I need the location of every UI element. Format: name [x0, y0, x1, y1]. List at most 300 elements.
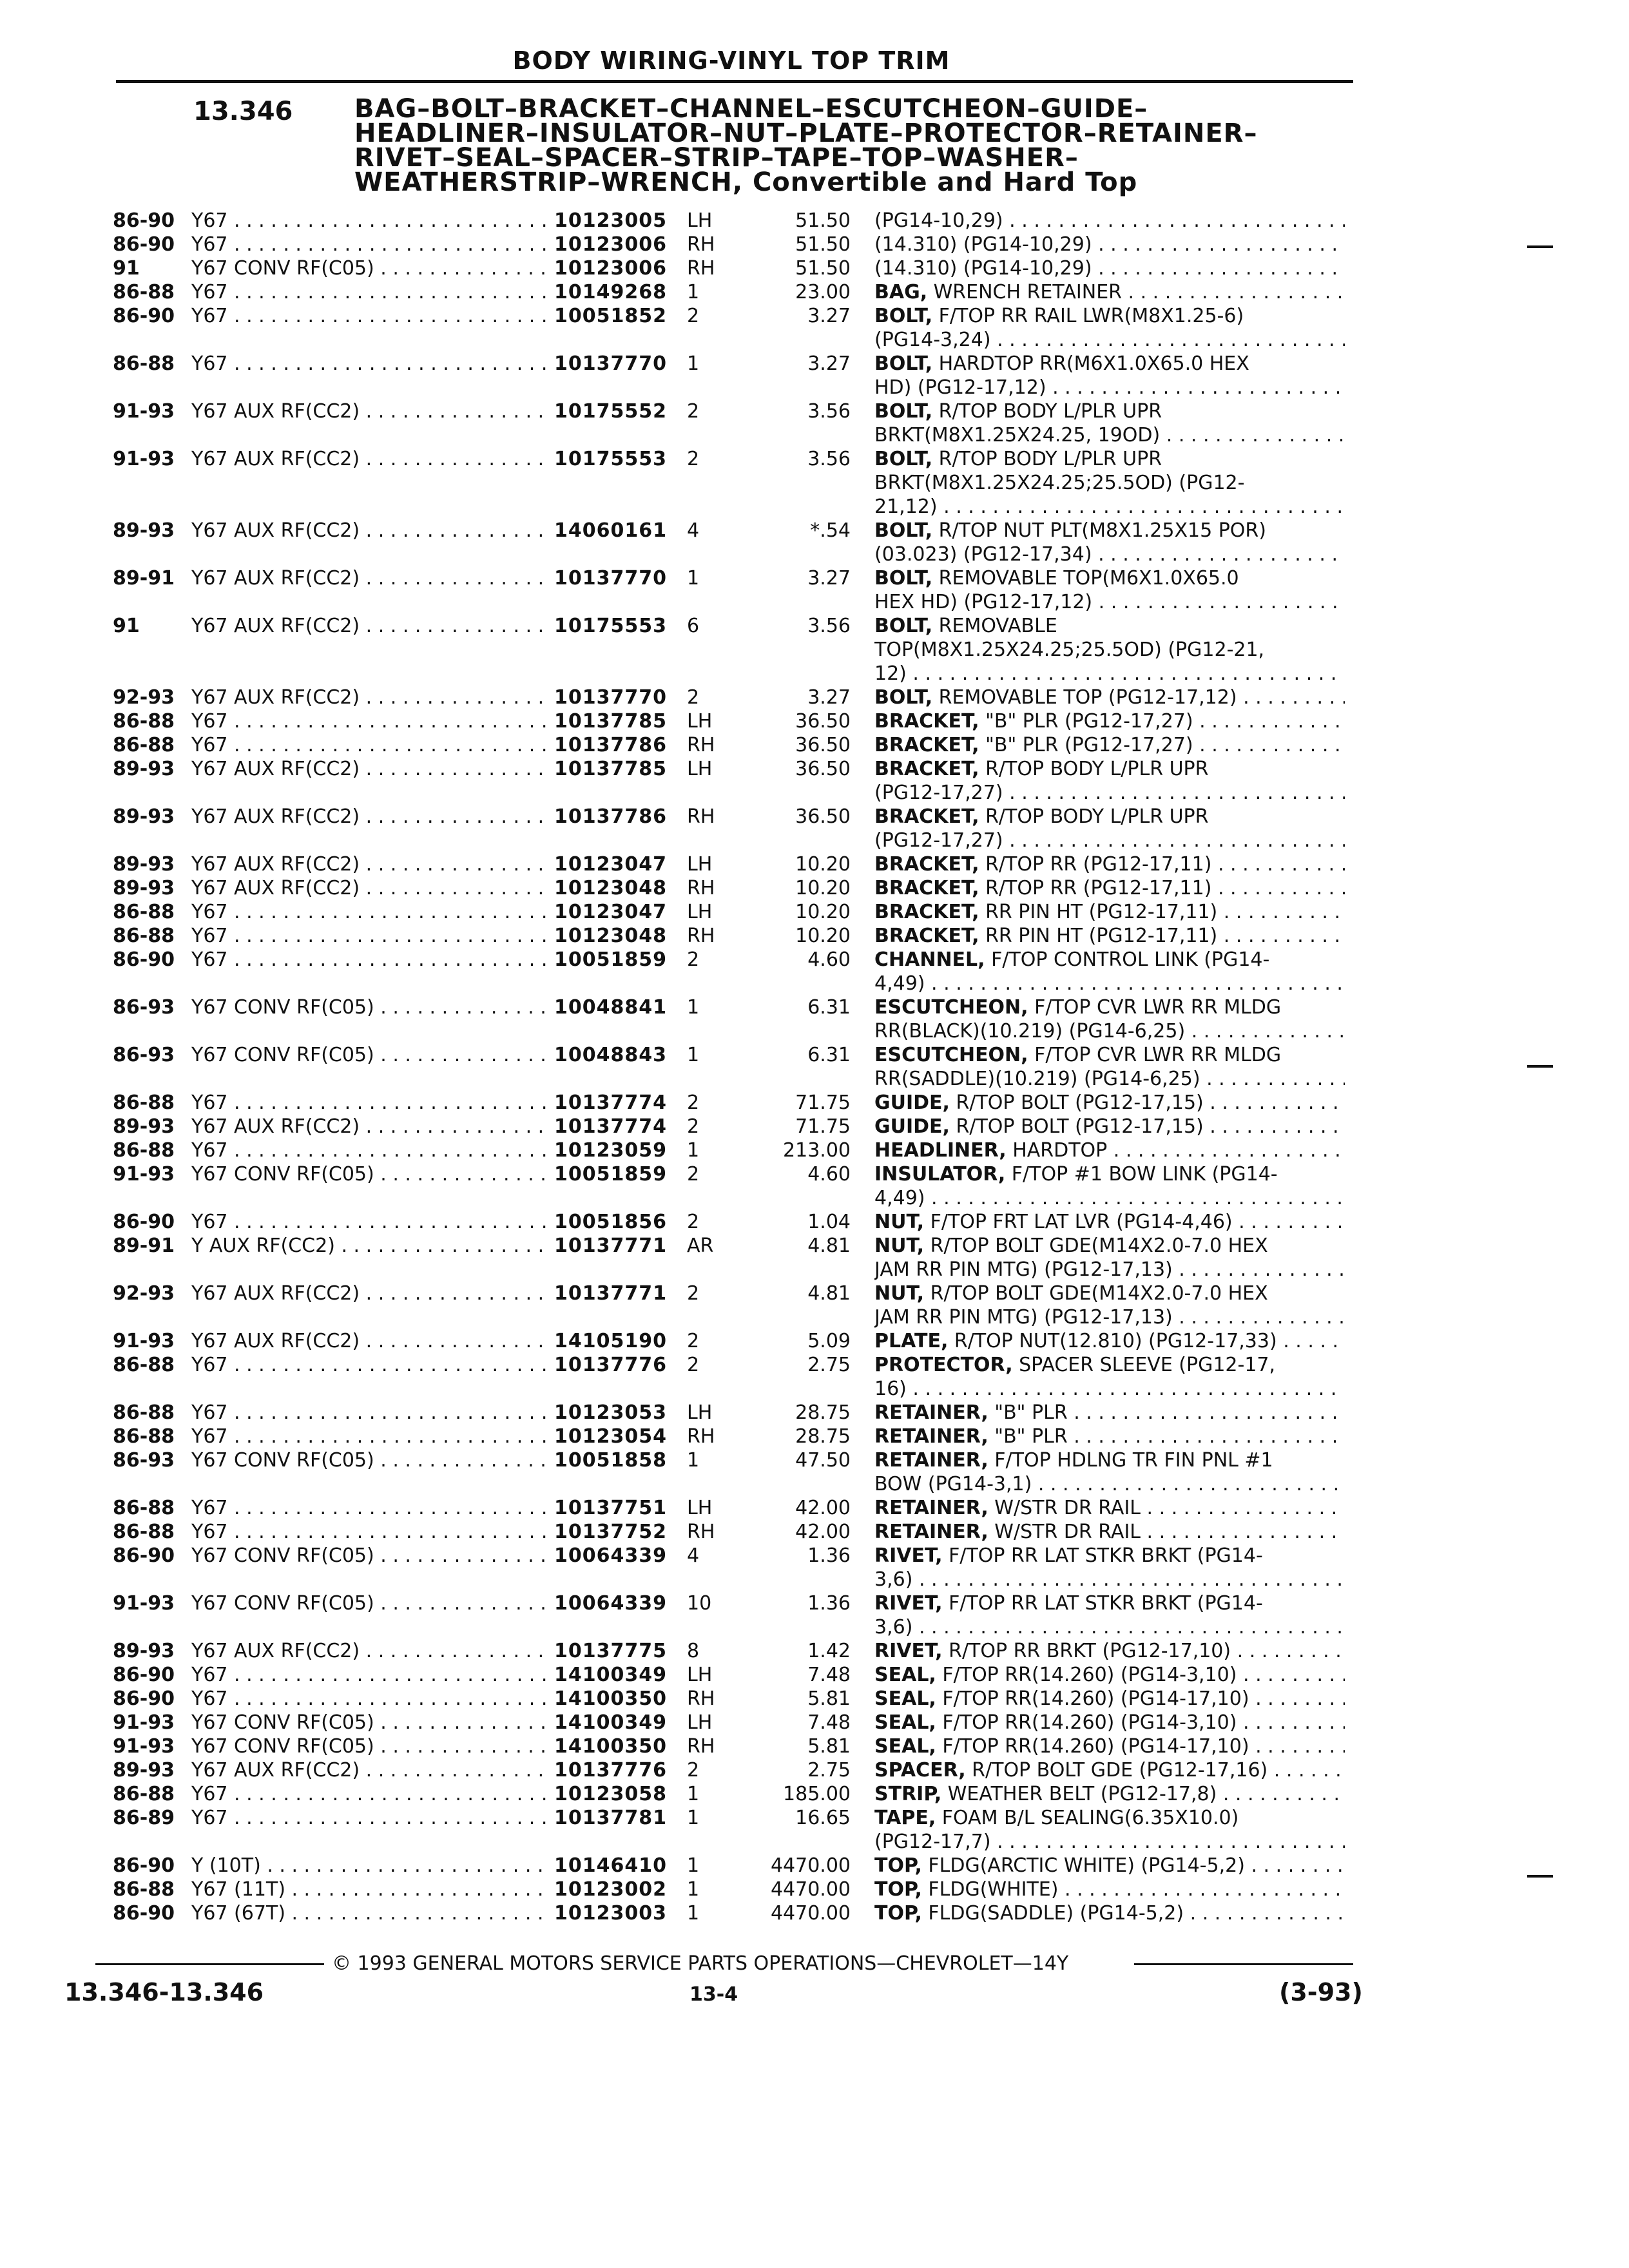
model-code: Y67 . . .: [191, 352, 549, 376]
parts-row: [0, 1735, 1629, 1758]
description-line: [874, 304, 1345, 328]
description-line: [874, 1758, 1345, 1782]
description-line: [874, 805, 1345, 829]
model-code: Y67 CONV RF(C05) . . .: [191, 1544, 549, 1568]
model-code: Y67 . . .: [191, 948, 549, 972]
model-years: 91-93: [113, 1735, 175, 1758]
quantity: 2: [687, 1354, 700, 1376]
model-code: Y67 AUX RF(CC2) . . .: [191, 566, 549, 590]
description-line: [874, 399, 1345, 423]
price: 16.65: [795, 1807, 851, 1829]
quantity: AR: [687, 1235, 714, 1257]
price: 10.20: [795, 877, 851, 899]
part-description: [874, 1782, 1345, 1806]
part-number: 10123005: [554, 209, 667, 232]
model-code: Y67 AUX RF(CC2) . . .: [191, 805, 549, 829]
quantity: 4: [687, 1544, 700, 1567]
description-line: [874, 1901, 1345, 1925]
model-years: 91-93: [113, 1330, 175, 1352]
description-line: [874, 1687, 1345, 1711]
part-number: 10137770: [554, 686, 667, 709]
model-code: Y67 AUX RF(CC2) . . .: [191, 1639, 549, 1663]
price: 1.42: [807, 1640, 851, 1662]
part-description: [874, 209, 1345, 233]
quantity: RH: [687, 805, 715, 828]
part-name: BRACKET,: [874, 805, 979, 828]
part-number: 10123059: [554, 1139, 667, 1162]
part-description: [874, 805, 1345, 852]
footer-section-range: 13.346-13.346: [64, 1978, 264, 2006]
model-years: 89-91: [113, 567, 175, 590]
part-number: 10123047: [554, 901, 667, 923]
description-line: [874, 709, 1345, 733]
part-description: [874, 1448, 1345, 1496]
part-number: 10123048: [554, 925, 667, 947]
parts-row: [0, 900, 1629, 924]
description-line: [874, 876, 1345, 900]
model-years: 91: [113, 615, 140, 637]
part-description: [874, 852, 1345, 876]
footer-page-number: 13-4: [689, 1983, 738, 2006]
price: 5.09: [807, 1330, 851, 1352]
model-code: Y67 . . .: [191, 1425, 549, 1448]
description-line: [874, 1043, 1345, 1067]
quantity: RH: [687, 1521, 715, 1543]
part-detail: HD) (PG12-17,12): [874, 376, 1046, 399]
model-years: 86-90: [113, 209, 175, 232]
part-description: [874, 304, 1345, 352]
model-code: Y67 CONV RF(C05) . . .: [191, 1448, 549, 1472]
part-detail: R/TOP NUT(12.810) (PG12-17,33): [948, 1330, 1277, 1352]
model-years: 91-93: [113, 1711, 175, 1734]
model-years: 86-88: [113, 710, 175, 733]
model-code: Y67 AUX RF(CC2) . . .: [191, 876, 549, 900]
model-code: Y67 . . .: [191, 1782, 549, 1806]
part-number: 10137786: [554, 734, 667, 756]
model-code: Y67 AUX RF(CC2) . . .: [191, 1758, 549, 1782]
part-number: 10123058: [554, 1783, 667, 1805]
quantity: LH: [687, 1664, 713, 1686]
parts-row: [0, 1878, 1629, 1901]
model-code: Y67 . . .: [191, 1353, 549, 1377]
part-detail: WEATHER BELT (PG12-17,8): [941, 1783, 1217, 1805]
part-detail: F/TOP RR(14.260) (PG14-3,10): [936, 1664, 1237, 1686]
part-number: 10137774: [554, 1091, 667, 1114]
price: 36.50: [795, 758, 851, 780]
price: 7.48: [807, 1664, 851, 1686]
description-line: [874, 1615, 1345, 1639]
parts-row: [0, 614, 1629, 686]
description-line: [874, 447, 1345, 471]
part-number: 14100349: [554, 1711, 667, 1734]
model-years: 86-88: [113, 1354, 175, 1376]
part-description: [874, 733, 1345, 757]
description-line: [874, 1329, 1345, 1353]
part-detail: F/TOP #1 BOW LINK (PG14-: [1005, 1163, 1278, 1186]
price: *.54: [810, 519, 851, 542]
part-description: [874, 1043, 1345, 1091]
price: 42.00: [795, 1521, 851, 1543]
part-name: RIVET,: [874, 1544, 943, 1567]
part-detail: F/TOP FRT LAT LVR (PG14-4,46): [924, 1211, 1233, 1233]
quantity: 2: [687, 1211, 700, 1233]
parts-row: [0, 1520, 1629, 1544]
model-years: 86-90: [113, 1854, 175, 1877]
model-code: Y67 . . .: [191, 1520, 549, 1544]
parts-row: [0, 399, 1629, 447]
part-description: [874, 256, 1345, 280]
part-detail: SPACER SLEEVE (PG12-17,: [1012, 1354, 1276, 1376]
part-detail: WRENCH RETAINER: [927, 281, 1122, 303]
margin-tick-mark: [1527, 1065, 1553, 1068]
description-line: [874, 209, 1345, 233]
part-description: [874, 1663, 1345, 1687]
part-detail: R/TOP BOLT GDE(M14X2.0-7.0 HEX: [924, 1282, 1268, 1305]
description-line: [874, 1663, 1345, 1687]
footer-rule-right: [1134, 1963, 1353, 1965]
parts-row: [0, 1711, 1629, 1735]
description-line: [874, 1568, 1345, 1591]
description-line: [874, 924, 1345, 948]
part-name: BOLT,: [874, 352, 933, 375]
parts-row: [0, 1663, 1629, 1687]
quantity: 6: [687, 615, 700, 637]
parts-row: [0, 948, 1629, 995]
part-detail: REMOVABLE TOP (PG12-17,12): [932, 686, 1237, 709]
price: 3.27: [807, 686, 851, 709]
quantity: 2: [687, 686, 700, 709]
part-detail: FLDG(WHITE): [921, 1878, 1059, 1901]
parts-row: [0, 280, 1629, 304]
description-line: [874, 1282, 1345, 1305]
price: 6.31: [807, 996, 851, 1019]
description-line: [874, 519, 1345, 543]
price: 51.50: [795, 209, 851, 232]
part-detail: "B" PLR (PG12-17,27): [979, 734, 1193, 756]
section-description-line: HEADLINER–INSULATOR–NUT–PLATE–PROTECTOR–RETAINER–: [354, 119, 1258, 148]
part-number: 10137785: [554, 710, 667, 733]
model-years: 89-93: [113, 1759, 175, 1782]
parts-row: [0, 709, 1629, 733]
part-detail: R/TOP BODY L/PLR UPR: [932, 400, 1162, 423]
model-years: 86-88: [113, 1091, 175, 1114]
part-name: BAG,: [874, 281, 928, 303]
model-code: Y67 . . .: [191, 900, 549, 924]
part-detail: R/TOP RR (PG12-17,11): [979, 877, 1212, 899]
model-years: 89-93: [113, 1115, 175, 1138]
model-years: 89-93: [113, 853, 175, 876]
part-name: BOLT,: [874, 567, 933, 590]
price: 10.20: [795, 853, 851, 876]
model-years: 86-90: [113, 305, 175, 327]
model-years: 86-88: [113, 1783, 175, 1805]
model-code: Y67 AUX RF(CC2) . . .: [191, 519, 549, 543]
part-name: RETAINER,: [874, 1521, 988, 1543]
part-detail: "B" PLR: [988, 1401, 1068, 1424]
description-line: [874, 1210, 1345, 1234]
part-number: 10123003: [554, 1902, 667, 1925]
quantity: 2: [687, 1330, 700, 1352]
part-description: [874, 1735, 1345, 1758]
parts-row: [0, 1901, 1629, 1925]
description-line: [874, 638, 1345, 662]
part-name: RETAINER,: [874, 1425, 988, 1448]
description-line: [874, 590, 1345, 614]
part-description: [874, 566, 1345, 614]
parts-row: [0, 1210, 1629, 1234]
part-description: [874, 709, 1345, 733]
part-detail: BRKT(M8X1.25X24.25;25.5OD) (PG12-: [874, 472, 1245, 494]
part-detail: F/TOP CONTROL LINK (PG14-: [985, 948, 1270, 971]
part-description: [874, 1591, 1345, 1639]
part-name: SEAL,: [874, 1735, 936, 1758]
price: 4.81: [807, 1235, 851, 1257]
part-detail: (14.310) (PG14-10,29): [874, 257, 1092, 280]
model-years: 91-93: [113, 1592, 175, 1615]
quantity: 10: [687, 1592, 712, 1615]
model-years: 86-88: [113, 901, 175, 923]
price: 23.00: [795, 281, 851, 303]
part-number: 10123053: [554, 1401, 667, 1424]
quantity: RH: [687, 877, 715, 899]
part-description: [874, 1901, 1345, 1925]
price: 42.00: [795, 1497, 851, 1519]
model-code: Y67 . . .: [191, 1687, 549, 1711]
description-line: [874, 233, 1345, 256]
parts-row: [0, 1758, 1629, 1782]
part-number: 10048843: [554, 1044, 667, 1066]
part-name: NUT,: [874, 1235, 925, 1257]
part-detail: F/TOP RR(14.260) (PG14-3,10): [936, 1711, 1237, 1734]
part-description: [874, 876, 1345, 900]
price: 47.50: [795, 1449, 851, 1472]
description-line: [874, 1377, 1345, 1401]
part-detail: 12): [874, 662, 907, 685]
part-number: 10051859: [554, 1163, 667, 1186]
part-detail: W/STR DR RAIL: [988, 1497, 1141, 1519]
parts-row: [0, 1329, 1629, 1353]
part-number: 10175552: [554, 400, 667, 423]
part-detail: RR PIN HT (PG12-17,11): [979, 901, 1218, 923]
model-years: 86-90: [113, 1211, 175, 1233]
part-detail: 4,49): [874, 972, 925, 995]
part-detail: FOAM B/L SEALING(6.35X10.0): [936, 1807, 1239, 1829]
part-number: 10123047: [554, 853, 667, 876]
description-line: [874, 1806, 1345, 1830]
price: 28.75: [795, 1401, 851, 1424]
model-years: 86-88: [113, 734, 175, 756]
section-description-line: BAG–BOLT–BRACKET–CHANNEL–ESCUTCHEON–GUIDE–: [354, 94, 1148, 124]
model-code: Y67 CONV RF(C05) . . .: [191, 995, 549, 1019]
part-detail: JAM RR PIN MTG) (PG12-17,13): [874, 1258, 1173, 1281]
parts-row: [0, 1448, 1629, 1496]
parts-row: [0, 566, 1629, 614]
model-years: 86-93: [113, 1044, 175, 1066]
quantity: 1: [687, 1044, 700, 1066]
model-code: Y67 . . .: [191, 709, 549, 733]
description-line: [874, 1591, 1345, 1615]
model-code: Y67 . . .: [191, 1401, 549, 1425]
model-years: 86-88: [113, 1139, 175, 1162]
model-code: Y67 (11T) . . .: [191, 1878, 549, 1901]
model-years: 86-88: [113, 1878, 175, 1901]
model-code: Y67 . . .: [191, 233, 549, 256]
part-detail: R/TOP NUT PLT(M8X1.25X15 POR): [932, 519, 1266, 542]
parts-row: [0, 1115, 1629, 1139]
part-detail: F/TOP RR LAT STKR BRKT (PG14-: [942, 1544, 1263, 1567]
quantity: 2: [687, 948, 700, 971]
quantity: LH: [687, 853, 713, 876]
part-name: GUIDE,: [874, 1091, 950, 1114]
parts-row: [0, 1282, 1629, 1329]
part-name: RETAINER,: [874, 1401, 988, 1424]
quantity: RH: [687, 1735, 715, 1758]
model-code: Y67 AUX RF(CC2) . . .: [191, 399, 549, 423]
price: 51.50: [795, 233, 851, 256]
model-code: Y67 CONV RF(C05) . . .: [191, 1162, 549, 1186]
part-name: ESCUTCHEON,: [874, 996, 1028, 1019]
model-years: 89-93: [113, 519, 175, 542]
part-name: RIVET,: [874, 1592, 943, 1615]
model-code: Y67 AUX RF(CC2) . . .: [191, 757, 549, 781]
part-number: 10149268: [554, 281, 667, 303]
part-number: 10137751: [554, 1497, 667, 1519]
part-detail: F/TOP RR(14.260) (PG14-17,10): [936, 1687, 1249, 1710]
part-name: BRACKET,: [874, 877, 979, 899]
price: 3.56: [807, 615, 851, 637]
description-line: [874, 829, 1345, 852]
model-years: 86-88: [113, 1401, 175, 1424]
part-name: NUT,: [874, 1211, 925, 1233]
part-name: BOLT,: [874, 686, 933, 709]
model-code: Y67 AUX RF(CC2) . . .: [191, 852, 549, 876]
part-number: 10137770: [554, 567, 667, 590]
part-name: SEAL,: [874, 1664, 936, 1686]
parts-row: [0, 1043, 1629, 1091]
quantity: 4: [687, 519, 700, 542]
description-line: [874, 1234, 1345, 1258]
description-line: [874, 1496, 1345, 1520]
part-number: 10137774: [554, 1115, 667, 1138]
price: 4470.00: [770, 1854, 851, 1877]
part-number: 10137786: [554, 805, 667, 828]
part-name: RETAINER,: [874, 1449, 988, 1472]
part-name: BOLT,: [874, 400, 933, 423]
part-number: 10137771: [554, 1282, 667, 1305]
part-detail: F/TOP RR LAT STKR BRKT (PG14-: [942, 1592, 1263, 1615]
part-description: [874, 1878, 1345, 1901]
description-line: [874, 1830, 1345, 1854]
price: 71.75: [795, 1115, 851, 1138]
description-line: [874, 948, 1345, 972]
part-number: 10064339: [554, 1544, 667, 1567]
part-detail: REMOVABLE: [932, 615, 1057, 637]
part-detail: HARDTOP: [1006, 1139, 1108, 1162]
description-line: [874, 1139, 1345, 1162]
section-code: 13.346: [193, 97, 293, 126]
part-description: [874, 1425, 1345, 1448]
price: 4.60: [807, 948, 851, 971]
part-number: 10137776: [554, 1759, 667, 1782]
part-description: [874, 1282, 1345, 1329]
description-line: [874, 1735, 1345, 1758]
footer-copyright: © 1993 GENERAL MOTORS SERVICE PARTS OPERATIONS—CHEVROLET—14Y: [332, 1952, 1069, 1975]
model-years: 86-88: [113, 1425, 175, 1448]
quantity: 2: [687, 305, 700, 327]
quantity: LH: [687, 1401, 713, 1424]
part-description: [874, 1711, 1345, 1735]
parts-row: [0, 233, 1629, 256]
price: 2.75: [807, 1759, 851, 1782]
quantity: RH: [687, 233, 715, 256]
description-line: [874, 1854, 1345, 1878]
parts-row: [0, 876, 1629, 900]
parts-row: [0, 1591, 1629, 1639]
quantity: LH: [687, 901, 713, 923]
part-name: BRACKET,: [874, 734, 979, 756]
model-years: 86-90: [113, 1544, 175, 1567]
part-detail: (PG12-17,27): [874, 829, 1003, 852]
part-detail: RR(SADDLE)(10.219) (PG14-6,25): [874, 1068, 1200, 1090]
price: 5.81: [807, 1687, 851, 1710]
price: 1.36: [807, 1544, 851, 1567]
part-detail: (PG12-17,27): [874, 782, 1003, 804]
model-years: 86-90: [113, 948, 175, 971]
description-line: [874, 1186, 1345, 1210]
description-line: [874, 1091, 1345, 1115]
part-name: BRACKET,: [874, 901, 979, 923]
description-line: [874, 495, 1345, 519]
parts-row: [0, 1806, 1629, 1854]
description-line: [874, 471, 1345, 495]
part-detail: W/STR DR RAIL: [988, 1521, 1141, 1543]
part-detail: (14.310) (PG14-10,29): [874, 233, 1092, 256]
model-years: 86-90: [113, 1902, 175, 1925]
price: 36.50: [795, 734, 851, 756]
description-line: [874, 781, 1345, 805]
quantity: RH: [687, 1687, 715, 1710]
part-number: 10051852: [554, 305, 667, 327]
price: 4.60: [807, 1163, 851, 1186]
description-line: [874, 566, 1345, 590]
price: 10.20: [795, 925, 851, 947]
model-code: Y67 . . .: [191, 1210, 549, 1234]
part-name: TAPE,: [874, 1807, 936, 1829]
description-line: [874, 1520, 1345, 1544]
part-description: [874, 1091, 1345, 1115]
part-number: 10146410: [554, 1854, 667, 1877]
part-detail: BRKT(M8X1.25X24.25, 19OD): [874, 424, 1161, 447]
quantity: 2: [687, 1163, 700, 1186]
part-detail: REMOVABLE TOP(M6X1.0X65.0: [932, 567, 1239, 590]
description-line: [874, 1639, 1345, 1663]
parts-row: [0, 1639, 1629, 1663]
part-name: BRACKET,: [874, 710, 979, 733]
part-detail: RR PIN HT (PG12-17,11): [979, 925, 1218, 947]
part-name: BOLT,: [874, 448, 933, 470]
footer-date: (3-93): [1279, 1978, 1363, 2006]
part-name: BRACKET,: [874, 925, 979, 947]
model-code: Y67 . . .: [191, 733, 549, 757]
model-code: Y67 . . .: [191, 924, 549, 948]
model-code: Y67 . . .: [191, 1091, 549, 1115]
model-code: Y67 AUX RF(CC2) . . .: [191, 1115, 549, 1139]
part-detail: 21,12): [874, 495, 938, 518]
model-years: 86-88: [113, 925, 175, 947]
section-description-line: WEATHERSTRIP–WRENCH, Convertible and Hard Top: [354, 168, 1138, 197]
description-line: [874, 1544, 1345, 1568]
model-code: Y67 AUX RF(CC2) . . .: [191, 447, 549, 471]
